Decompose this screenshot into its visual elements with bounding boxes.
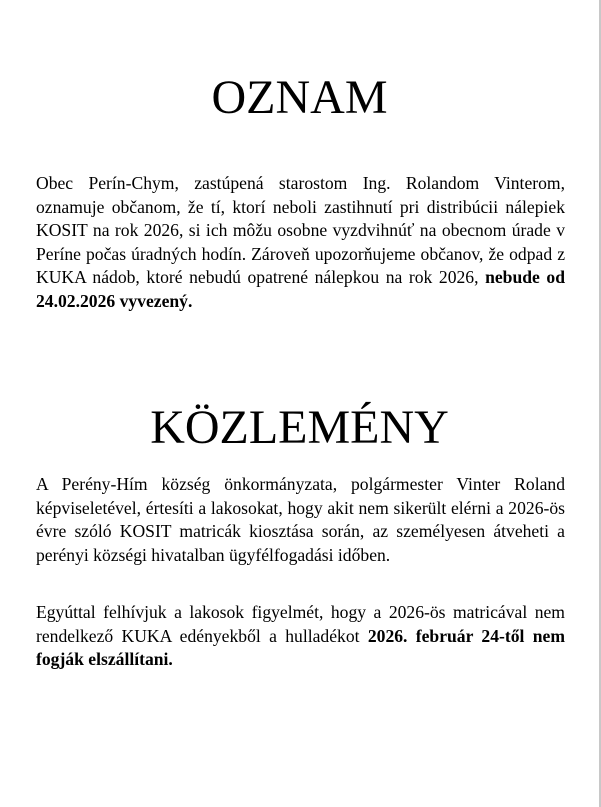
notice-paragraph-hungarian-2 (36, 601, 565, 672)
notice-bold-hungarian: 2026. február 24-től nem fogják elszállítani. (36, 625, 565, 670)
notice-text-hungarian-2: Egyúttal felhívjuk a lakosok figyelmét, hogy a 2026-ös matricával nem rendelkező KUKA edényekből a hulladékot (36, 602, 565, 646)
notice-text-hungarian-1: A Perény-Hím község önkormányzata, polgármester Vinter Roland képviseletével, értesíti a lakosokat, hogy akit nem sikerült elérni a 2026-ös évre szóló KOSIT matricák kiosztása során, az személyesen átveheti a perényi községi hivatalban ügyfélfogadási időben. (36, 474, 565, 565)
notice-title-slovak: OZNAM (211, 71, 388, 124)
notice-paragraph-hungarian-1 (36, 473, 565, 567)
notice-paragraph-slovak (36, 172, 565, 314)
notice-title-hungarian: KÖZLEMÉNY (150, 401, 449, 454)
notice-text-slovak: Obec Perín-Chym, zastúpená starostom Ing. Rolandom Vinterom, oznamuje občanom, že tí, ktorí neboli zastihnutí pri distribúcii nálepiek KOSIT na rok 2026, si ich môžu osobne vyzdvihnúť na obecnom úrade v Períne počas úradných hodín. Zároveň upozorňujeme občanov, že odpad z KUKA nádob, ktoré nebudú opatrené nálepkou na rok 2026, (36, 173, 565, 288)
notice-bold-slovak: nebude od 24.02.2026 vyvezený. (36, 267, 565, 311)
